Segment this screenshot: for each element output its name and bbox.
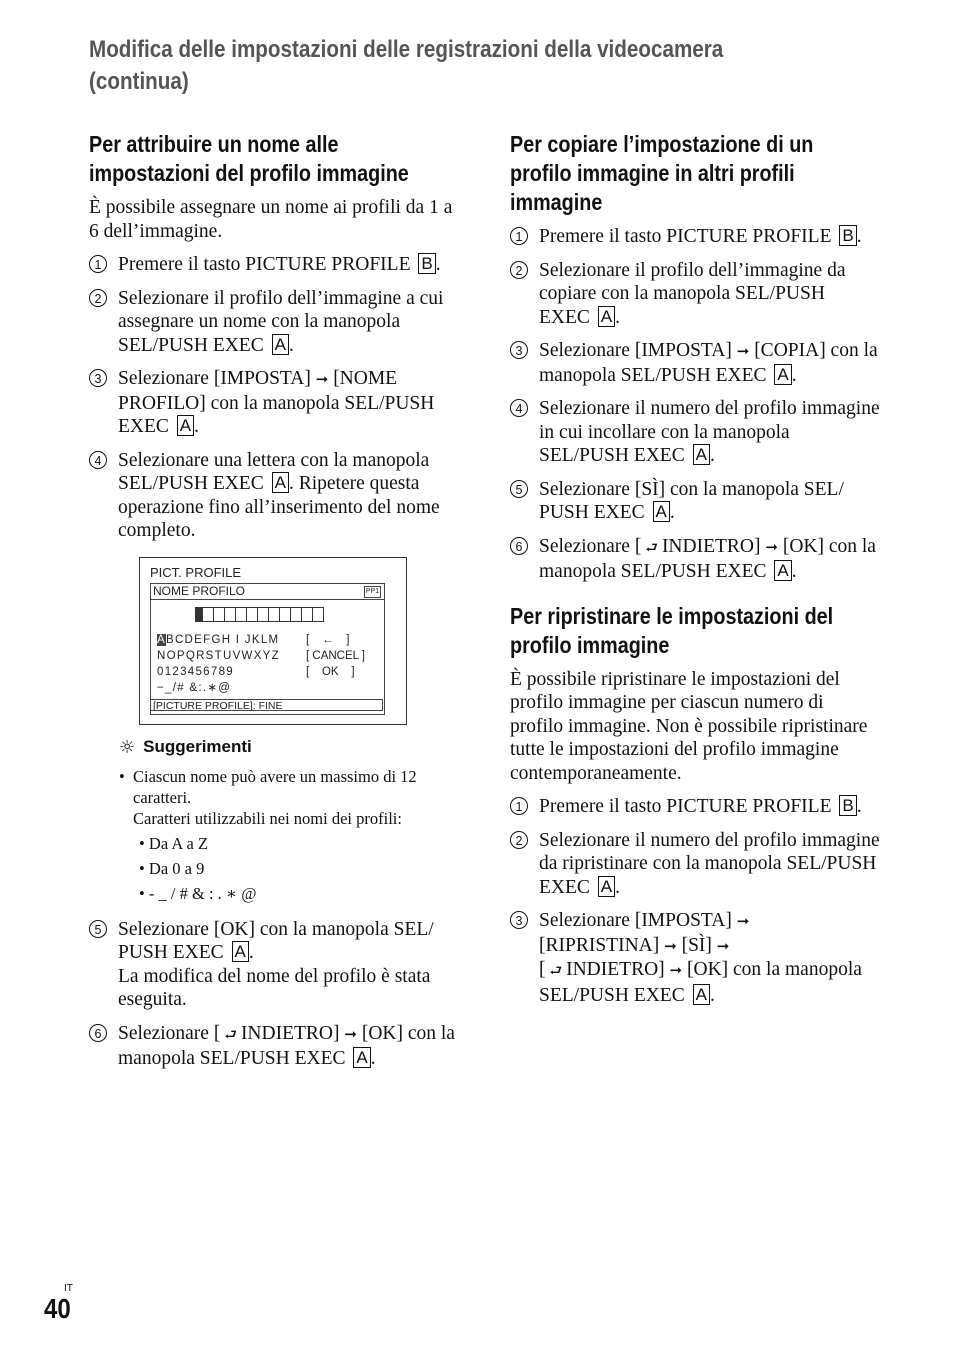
section-heading-reset-profile <box>510 602 880 660</box>
step-body: Selezionare il numero del profilo immagine da ripristinare con la manopola SEL/PUSH EXEC <box>539 829 880 898</box>
copy-step-2 <box>510 259 880 330</box>
heading-line: profilo immagine <box>510 631 670 658</box>
reset-step-1 <box>510 795 880 819</box>
reset-intro-paragraph: È possibile ripristinare le impostazioni del profilo immagine per ciascun numero di profilo immagine. Non è possibile ripristinare tutte le impostazioni del profilo immagine contemporaneamente. <box>510 668 868 784</box>
step-body: [SÌ] <box>681 934 712 956</box>
char-cell <box>280 608 291 621</box>
step-number: 3 <box>510 341 528 359</box>
step-number: 5 <box>89 920 107 938</box>
right-column <box>510 130 880 1017</box>
step-end: . Ripetere questa operazione fino all’inserimento del nome completo. <box>118 473 440 541</box>
step-text <box>539 478 880 525</box>
button-a-key: A <box>774 560 791 581</box>
button-a-key: A <box>272 334 289 355</box>
page-number: 40 <box>44 1293 71 1324</box>
step-end: . <box>370 1048 376 1069</box>
step-body: [RIPRISTINA] <box>539 934 660 956</box>
step-3 <box>89 367 459 439</box>
tip-subitem-text: Da A a Z <box>148 833 209 853</box>
step-end: . <box>435 254 441 275</box>
section-heading-name-profile <box>89 130 459 188</box>
step-6 <box>89 1022 459 1071</box>
arrow-right-icon: ➞ <box>736 912 750 930</box>
tip-sublist <box>139 833 459 904</box>
char-cell <box>225 608 236 621</box>
step-body: Selezionare [SÌ] con la manopola SEL/ PUSH EXEC <box>539 478 844 523</box>
arrow-right-icon: ➞ <box>315 370 329 388</box>
button-a-key: A <box>598 876 615 897</box>
step-text <box>118 1022 459 1071</box>
step-text <box>539 829 880 900</box>
reset-step-3 <box>510 909 880 1007</box>
step-number: 5 <box>510 480 528 498</box>
step-body: [COPIA] con la manopola SEL/PUSH EXEC <box>539 340 878 386</box>
step-body: Selezionare [OK] con la manopola SEL/ PUSH EXEC <box>118 918 434 963</box>
character-grid <box>157 632 280 696</box>
step-end: . <box>709 984 715 1006</box>
step-body: [ <box>539 959 546 980</box>
step-number: 3 <box>510 911 528 929</box>
lightbulb-icon: ☼ <box>119 736 136 758</box>
tip-text: Caratteri utilizzabili nei nomi dei profili: <box>133 808 402 828</box>
return-icon: ⮐ <box>549 963 563 979</box>
step-body: [OK] con la manopola SEL/PUSH EXEC <box>118 1022 455 1069</box>
step-text <box>118 918 459 1012</box>
step-number: 4 <box>89 451 107 469</box>
tip-subitem-text: - _ / # & : . ∗ @ <box>148 883 257 903</box>
char-row <box>157 632 280 648</box>
step-text <box>539 225 880 249</box>
step-number: 1 <box>510 797 528 815</box>
heading-line: Per attribuire un nome alle <box>89 131 339 157</box>
heading-line: profilo immagine in altri profili <box>510 160 795 186</box>
step-number: 6 <box>510 537 528 555</box>
screen-title: PICT. PROFILE <box>150 564 242 580</box>
screen-footer: [PICTURE PROFILE]: FINE <box>150 699 383 711</box>
button-a-key: A <box>272 472 289 493</box>
step-body: INDIETRO] <box>566 959 665 980</box>
step-body: Premere il tasto PICTURE PROFILE <box>118 254 411 275</box>
step-body: INDIETRO] <box>661 535 761 557</box>
language-code: IT <box>64 1283 73 1294</box>
tips-list <box>119 766 459 904</box>
char-cell <box>214 608 225 621</box>
button-a-key: A <box>653 501 670 522</box>
screen-subtitle: NOME PROFILO <box>153 583 246 598</box>
selected-char: A <box>157 633 166 646</box>
page-title-line2: (continua) <box>89 68 189 95</box>
step-number: 1 <box>510 227 528 245</box>
button-b-key: B <box>418 253 435 274</box>
step-1 <box>89 253 459 277</box>
tip-subitem: • - _ / # & : . ∗ @ <box>139 883 257 903</box>
step-end: . <box>288 334 294 356</box>
step-number: 4 <box>510 399 528 417</box>
step-number: 2 <box>510 261 528 279</box>
button-a-key: A <box>232 941 249 962</box>
page-title-line1: Modifica delle impostazioni delle registrazioni della videocamera <box>89 36 724 63</box>
arrow-right-icon: ➞ <box>736 342 750 360</box>
step-body: Selezionare il profilo dell’immagine a cui assegnare un nome con la manopola SEL/PUSH EXEC <box>118 287 444 356</box>
ok-option: [ OK ] <box>306 665 355 678</box>
tip-item <box>119 766 459 829</box>
name-entry-cells <box>195 607 324 622</box>
char-row: NOPQRSTUVWXYZ <box>157 649 280 662</box>
step-end: . <box>791 364 797 386</box>
char-cell <box>247 608 258 621</box>
button-a-key: A <box>177 415 194 436</box>
step-end: . <box>615 306 621 328</box>
step-text <box>539 259 880 330</box>
char-cell <box>302 608 313 621</box>
char-cell <box>313 608 323 621</box>
step-text <box>118 449 459 543</box>
char-cell <box>203 608 214 621</box>
left-column <box>89 130 459 1081</box>
copy-step-1 <box>510 225 880 249</box>
return-icon: ⮐ <box>645 539 658 556</box>
step-body: Selezionare il numero del profilo immagine in cui incollare con la manopola SEL/PUSH EXEC <box>539 398 880 466</box>
step-text <box>539 795 880 819</box>
button-a-key: A <box>598 306 615 327</box>
step-number: 1 <box>89 255 107 273</box>
step-5 <box>89 918 459 1012</box>
char-row: −_/# &:.∗@ <box>157 681 232 694</box>
tips-header <box>119 737 459 758</box>
step-end: . <box>248 942 254 963</box>
char-cell <box>236 608 247 621</box>
step-number: 6 <box>89 1024 107 1042</box>
section-heading-copy-profile <box>510 130 880 217</box>
tips-label: Suggerimenti <box>143 737 252 756</box>
heading-line: Per ripristinare le impostazioni del <box>510 602 834 629</box>
step-text <box>539 535 880 584</box>
button-b-key: B <box>839 225 856 246</box>
step-text <box>118 287 459 358</box>
step-note: La modifica del nome del profilo è stata eseguita. <box>118 965 431 1010</box>
char-cell <box>291 608 302 621</box>
lcd-screen-illustration <box>139 557 407 725</box>
button-b-key: B <box>839 795 856 816</box>
char-row: 0123456789 <box>157 665 234 678</box>
cancel-option: [ CANCEL ] <box>306 649 366 662</box>
step-end: . <box>194 416 200 437</box>
arrow-right-icon: ➞ <box>716 936 730 955</box>
page-title <box>89 34 794 98</box>
button-a-key: A <box>353 1047 370 1068</box>
step-body: Selezionare [ <box>118 1022 221 1044</box>
step-body: Selezionare [IMPOSTA] <box>539 910 732 931</box>
screen-panel <box>150 583 385 715</box>
tip-subitem: • Da 0 a 9 <box>139 858 205 878</box>
tip-body <box>133 766 459 829</box>
button-a-key: A <box>693 444 710 465</box>
button-a-key: A <box>693 984 710 1005</box>
step-end: . <box>669 502 675 523</box>
step-body: Premere il tasto PICTURE PROFILE <box>539 226 832 247</box>
arrow-right-icon: ➞ <box>765 537 778 556</box>
step-body: [NOME PROFILO] con la manopola SEL/PUSH EXEC <box>118 368 435 437</box>
step-body: Selezionare [IMPOSTA] <box>118 368 311 389</box>
step-end: . <box>791 561 797 582</box>
copy-step-6 <box>510 535 880 584</box>
cursor-cell <box>196 608 203 621</box>
step-body: Selezionare il profilo dell’immagine da copiare con la manopola SEL/PUSH EXEC <box>539 259 846 328</box>
copy-step-3 <box>510 339 880 387</box>
step-text <box>539 339 880 387</box>
step-text <box>539 909 880 1007</box>
arrow-right-icon: ➞ <box>664 936 677 955</box>
step-end: . <box>856 796 862 817</box>
tip-subitem: • Da A a Z <box>139 833 209 853</box>
step-body: Selezionare [ <box>539 535 642 557</box>
bullet: • <box>119 766 125 786</box>
step-number: 3 <box>89 369 107 387</box>
step-text <box>118 367 459 439</box>
step-end: . <box>856 226 862 247</box>
copy-step-4 <box>510 397 880 468</box>
button-a-key: A <box>774 364 791 385</box>
tip-subitem-text: Da 0 a 9 <box>148 858 205 878</box>
char-cell <box>258 608 269 621</box>
heading-line: immagine <box>510 189 603 215</box>
step-body: Selezionare [IMPOSTA] <box>539 340 732 361</box>
intro-paragraph: È possibile assegnare un nome ai profili da 1 a 6 dell’immagine. <box>89 197 453 242</box>
char-row-text: BCDEFGH I JKLM <box>165 633 280 646</box>
tip-text: Ciascun nome può avere un massimo di 12 caratteri. <box>133 766 417 807</box>
heading-line: impostazioni del profilo immagine <box>89 160 409 186</box>
arrow-right-icon: ➞ <box>344 1024 357 1043</box>
step-number: 2 <box>89 289 107 307</box>
reset-step-2 <box>510 829 880 900</box>
backspace-option: [ ← ] <box>306 633 350 646</box>
divider <box>151 599 384 600</box>
step-text <box>118 253 459 277</box>
step-body: Selezionare una lettera con la manopola SEL/PUSH EXEC <box>118 449 430 494</box>
step-body: Premere il tasto PICTURE PROFILE <box>539 796 832 817</box>
step-body: INDIETRO] <box>240 1022 340 1044</box>
return-icon: ⮐ <box>224 1026 237 1043</box>
step-end: . <box>615 876 621 898</box>
copy-step-5 <box>510 478 880 525</box>
step-body: [OK] con la manopola SEL/PUSH EXEC <box>539 959 862 1006</box>
char-cell <box>269 608 280 621</box>
step-number: 2 <box>510 831 528 849</box>
step-4 <box>89 449 459 543</box>
step-2 <box>89 287 459 358</box>
step-end: . <box>709 445 715 466</box>
step-text <box>539 397 880 468</box>
heading-line: Per copiare l’impostazione di un <box>510 131 814 157</box>
arrow-right-icon: ➞ <box>669 961 683 979</box>
profile-badge-icon: PP1 <box>364 586 381 598</box>
step-body: [OK] con la manopola SEL/PUSH EXEC <box>539 535 876 582</box>
